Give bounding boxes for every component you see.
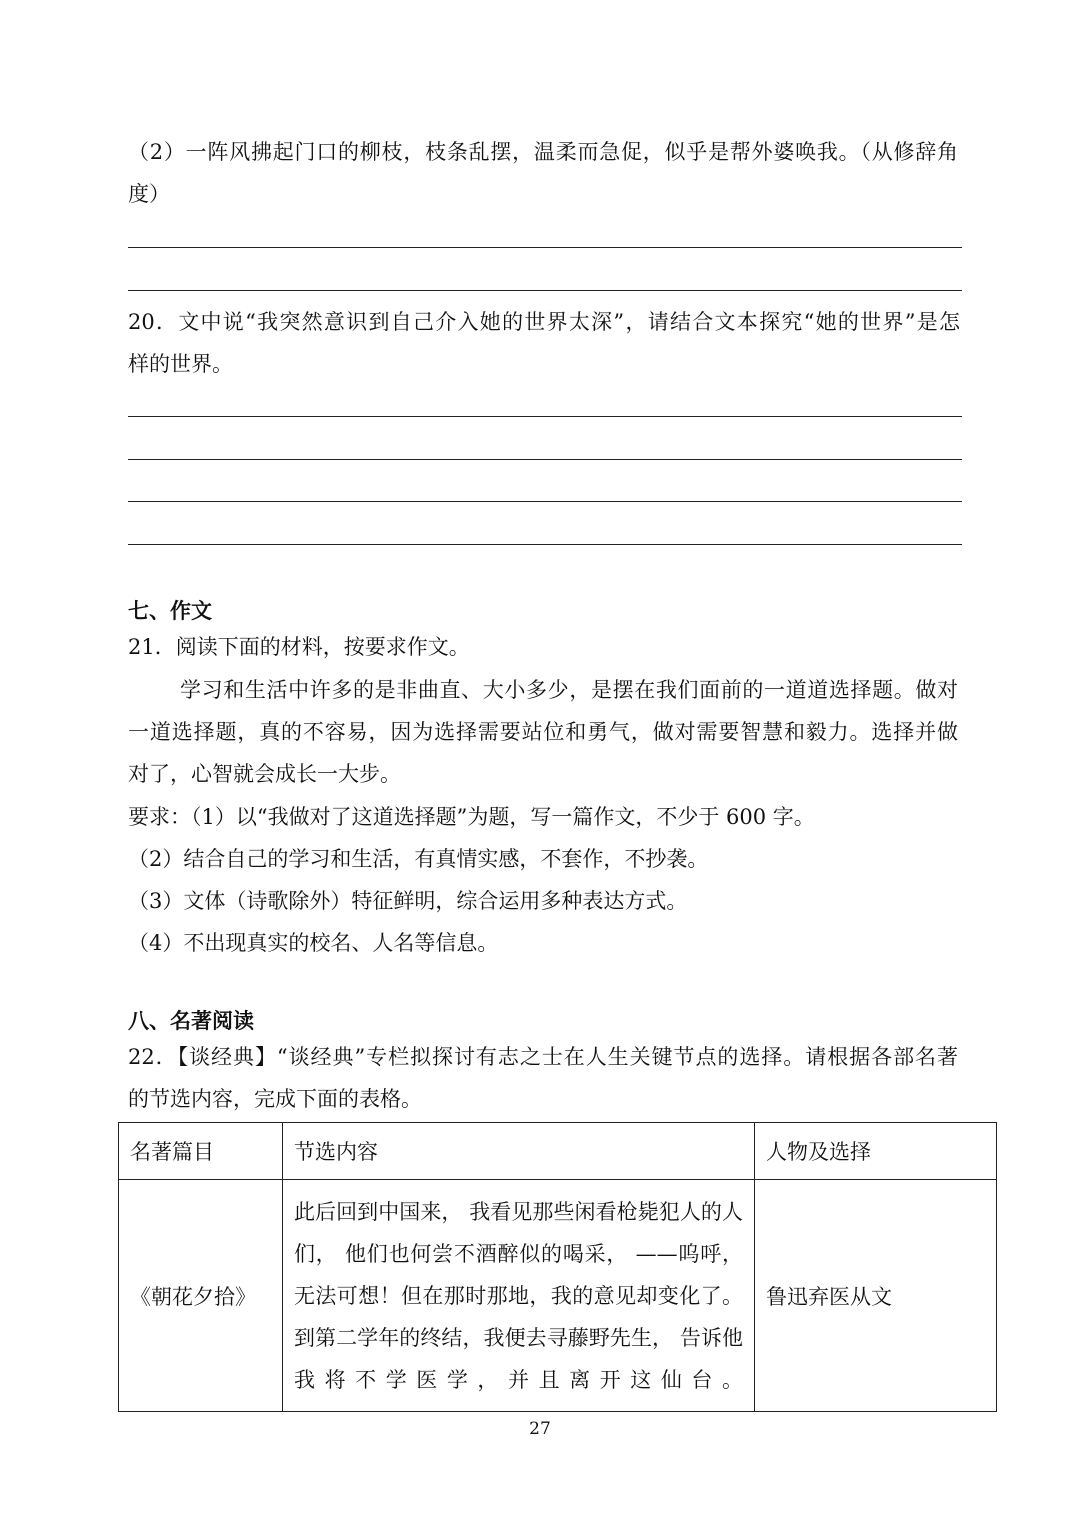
q19-2-line2: 度） xyxy=(128,182,170,206)
q22-line2: 的节选内容，完成下面的表格。 xyxy=(128,1087,422,1111)
q19-2-line1: （2）一阵风拂起门口的柳枝，枝条乱摆，温柔而急促，似乎是帮外婆唤我。（从修辞角 xyxy=(128,140,958,164)
header-book: 名著篇目 xyxy=(119,1123,283,1180)
answer-line[interactable] xyxy=(128,416,962,417)
answer-line[interactable] xyxy=(128,290,962,291)
table-row xyxy=(119,1180,997,1412)
answer-line[interactable] xyxy=(128,501,962,502)
page-number: 27 xyxy=(529,1419,551,1439)
header-excerpt: 节选内容 xyxy=(283,1123,755,1180)
requirement: （4）不出现真实的校名、人名等信息。 xyxy=(128,931,499,955)
material-line: 一道选择题，真的不容易，因为选择需要站位和勇气，做对需要智慧和毅力。选择并做 xyxy=(128,720,958,744)
q22-line1: 22．【谈经典】“谈经典”专栏拟探讨有志之士在人生关键节点的选择。请根据各部名著 xyxy=(128,1045,958,1069)
header-choice: 人物及选择 xyxy=(755,1123,997,1180)
section-8-title: 八、名著阅读 xyxy=(128,1008,254,1033)
section-7-title: 七、作文 xyxy=(128,598,212,623)
q20-line2: 样的世界。 xyxy=(128,352,233,376)
answer-line[interactable] xyxy=(128,544,962,545)
q21-prompt: 21．阅读下面的材料，按要求作文。 xyxy=(128,635,470,659)
answer-line[interactable] xyxy=(128,247,962,248)
cell-choice: 鲁迅弃医从文 xyxy=(755,1180,997,1412)
q20-line1: 20．文中说“我突然意识到自己介入她的世界太深”，请结合文本探究“她的世界”是怎 xyxy=(128,310,960,334)
requirement: （3）文体（诗歌除外）特征鲜明，综合运用多种表达方式。 xyxy=(128,889,688,913)
table-header-row xyxy=(119,1123,997,1180)
books-table xyxy=(118,1122,997,1412)
answer-line[interactable] xyxy=(128,459,962,460)
material-line: 对了，心智就会成长一大步。 xyxy=(128,762,401,786)
requirement: 要求：（1）以“我做对了这道选择题”为题，写一篇作文，不少于 600 字。 xyxy=(128,805,815,829)
material-line: 学习和生活中许多的是非曲直、大小多少，是摆在我们面前的一道道选择题。做对 xyxy=(180,678,958,702)
cell-book: 《朝花夕拾》 xyxy=(119,1180,283,1412)
requirement: （2）结合自己的学习和生活，有真情实感，不套作，不抄袭。 xyxy=(128,847,709,871)
cell-excerpt: 此后回到中国来， 我看见那些闲看枪毙犯人的人们， 他们也何尝不酒醉似的喝采， ——呜呼，无法可想！但在那时那地，我的意见却变化了。到第二学年的终结，我便去寻藤野先生， 告诉他我将不学医学，并且离开这仙台。 xyxy=(283,1180,755,1412)
